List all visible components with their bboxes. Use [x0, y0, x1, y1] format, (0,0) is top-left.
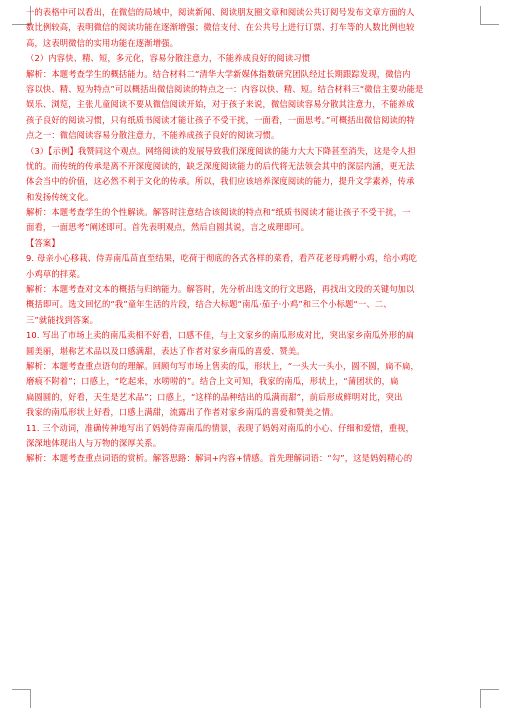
text-line: 【答案】	[26, 237, 60, 248]
crop-mark-bottom-left	[12, 689, 31, 708]
text-line: 三”就能找到答案。	[26, 314, 99, 325]
text-line: 孩子良好的阅读习惯，只有纸质书阅读才能让孩子不受干扰，一面看，一面思考。”可概括出微信阅读的特	[26, 114, 415, 125]
document-body	[26, 5, 488, 467]
text-line: 深深地体现出人与万物的深厚关系。	[26, 437, 162, 448]
text-line: 9. 母亲小心移栽、侍弄南瓜苗直至结果，吃荷于彻底的各式各样的菜肴，看芦花老母鸡孵小鸡，给小鸡吃	[26, 253, 418, 264]
crop-mark-bottom-right	[480, 689, 499, 708]
text-line: 和发扬传统文化。	[26, 191, 94, 202]
text-line: （3）【示例】我赞同这个观点。网络阅读的发展导致我们深度阅读的能力大大下降甚至消失，这是令人担	[26, 145, 416, 156]
text-line: 概括即可。选文回忆的“我”童年生活的片段，结合大标题“南瓜·茄子·小鸡”和三个小标题“一、二、	[26, 299, 392, 310]
text-line: （2）内容快、精、短，多元化，容易分散注意力，不能养成良好的阅读习惯	[26, 53, 311, 64]
text-line: 小鸡草的拌菜。	[26, 268, 86, 279]
text-line: 扁圆圆的，好看，天生是艺术品”；口感上，“这样的品种结出的瓜满而甜”，前后形成鲜明对比，突出	[26, 391, 403, 402]
text-line: 解析：本题考查学生的概括能力。结合材料二“清华大学新媒体指数研究团队经过长期跟踪发现，微信内	[26, 68, 411, 79]
text-line: 解析：本题考查学生的个性解读。解答时注意结合该阅读的特点和“纸质书阅读才能让孩子不受干扰，一	[26, 207, 411, 218]
text-line: 容以快、精、短为特点”可以概括出微信阅读的特点之一：内容以快、精、短。结合材料三“微信主要功能是	[26, 83, 424, 94]
text-line: 11. 三个动词，准确传神地写出了妈妈侍弄南瓜的情景，表现了妈妈对南瓜的小心、仔细和爱惜，重视，	[26, 422, 415, 433]
text-line: 一的表格中可以看出，在微信的局域中，阅读新闻、阅读朋友圈文章和阅读公共订阅号发布文章方面的人	[26, 7, 415, 17]
text-line: 解析：本题考查重点语句的理解。回顾句写市场上售卖的瓜，形状上，“一头大一头小，圆不圆，扁不扁，	[26, 360, 420, 371]
text-line: 10. 写出了市场上卖的南瓜卖相不好看，口感不佳，与上文家乡的南瓜形成对比，突出家乡南瓜外形的扁	[26, 330, 415, 341]
text-line: 圆美丽，堪称艺术品以及口感满甜，表达了作者对家乡南瓜的喜爱、赞美。	[26, 345, 305, 356]
text-line: 忧的。而传统的传承是离不开深度阅读的，缺乏深度阅读能力的后代将无法领会其中的深层内涵，更无法	[26, 160, 415, 171]
text-line: 解析：本题考查重点词语的赏析。解答思路：解词+内容+情感。首先理解词语：“勾”，这是妈妈精心的	[26, 453, 413, 464]
text-line: 面看，一面思考”阐述即可。首先表明观点，然后自圆其说，言之成理即可。	[26, 222, 310, 233]
text-line: 磨痕不附着”；口感上，“吃起来，水唠唠的”。结合上文可知，我家的南瓜，形状上，“蒲团状的，扁	[26, 376, 399, 387]
text-line: 点之一：微信阅读容易分散注意力，不能养成孩子良好的阅读习惯。	[26, 130, 280, 141]
text-line: 数比例较高，表明微信的阅读功能在逐渐增强；微信支付、在公共号上进行订票、打车等的人数比例也较	[26, 22, 415, 33]
text-line: 解析：本题考查对文本的概括与归纳能力。解答时，先分析出选文的行文思路，再找出文段的关键句加以	[26, 284, 415, 295]
text-line: 我家的南瓜形状上好看，口感上满甜，流露出了作者对家乡南瓜的喜爱和赞美之情。	[26, 407, 339, 418]
text-line: 高，这表明微信的实用功能在逐渐增强。	[26, 37, 179, 48]
text-line: 体会当中的价值，这必然不利于文化的传承。所以，我们应该培养深度阅读的能力，提升文学素养，传承	[26, 176, 415, 187]
text-line: 娱乐、浏览，主张儿童阅读不要从微信阅读开始，对于孩子来说，微信阅读容易分散其注意力，不能养成	[26, 99, 415, 110]
